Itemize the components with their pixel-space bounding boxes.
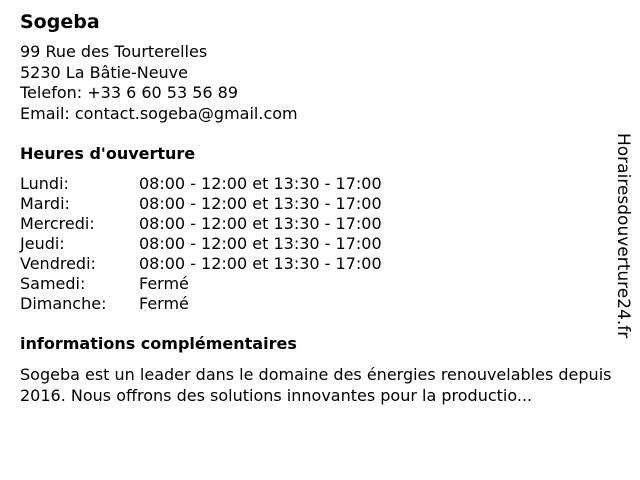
phone-number: Telefon: +33 6 60 53 56 89	[20, 83, 239, 102]
hours-table	[20, 174, 625, 314]
hours-row-vendredi	[20, 254, 625, 274]
hours-row-mercredi	[20, 214, 625, 234]
hours-day-label: Vendredi:	[20, 254, 96, 273]
hours-row-dimanche	[20, 294, 625, 314]
hours-time-value: 08:00 - 12:00 et 13:30 - 17:00	[139, 174, 382, 193]
hours-day-label: Lundi:	[20, 174, 69, 193]
hours-time-value: 08:00 - 12:00 et 13:30 - 17:00	[139, 194, 382, 213]
info-heading: informations complémentaires	[20, 334, 297, 353]
hours-row-samedi	[20, 274, 625, 294]
hours-heading: Heures d'ouverture	[20, 144, 196, 163]
hours-row-mardi	[20, 194, 625, 214]
site-watermark: Horairesdouverture24.fr	[613, 133, 633, 339]
address-street: 99 Rue des Tourterelles	[20, 42, 208, 61]
hours-day-label: Mardi:	[20, 194, 70, 213]
hours-row-lundi	[20, 174, 625, 194]
hours-time-value: 08:00 - 12:00 et 13:30 - 17:00	[139, 254, 382, 273]
hours-day-label: Mercredi:	[20, 214, 95, 233]
hours-row-jeudi	[20, 234, 625, 254]
business-card	[20, 10, 625, 406]
contact-block	[20, 42, 625, 124]
hours-day-label: Dimanche:	[20, 294, 107, 313]
hours-closed-value: Fermé	[139, 274, 189, 293]
hours-time-value: 08:00 - 12:00 et 13:30 - 17:00	[139, 214, 382, 233]
business-name: Sogeba	[20, 11, 100, 33]
hours-day-label: Samedi:	[20, 274, 86, 293]
hours-closed-value: Fermé	[139, 294, 189, 313]
address-city: 5230 La Bâtie-Neuve	[20, 62, 188, 82]
hours-time-value: 08:00 - 12:00 et 13:30 - 17:00	[139, 234, 382, 253]
info-description: Sogeba est un leader dans le domaine des énergies renouvelables depuis 2016. Nous offrons des solutions innovantes pour la productio...	[20, 365, 612, 405]
email-address: Email: contact.sogeba@gmail.com	[20, 103, 298, 123]
hours-day-label: Jeudi:	[20, 234, 65, 253]
